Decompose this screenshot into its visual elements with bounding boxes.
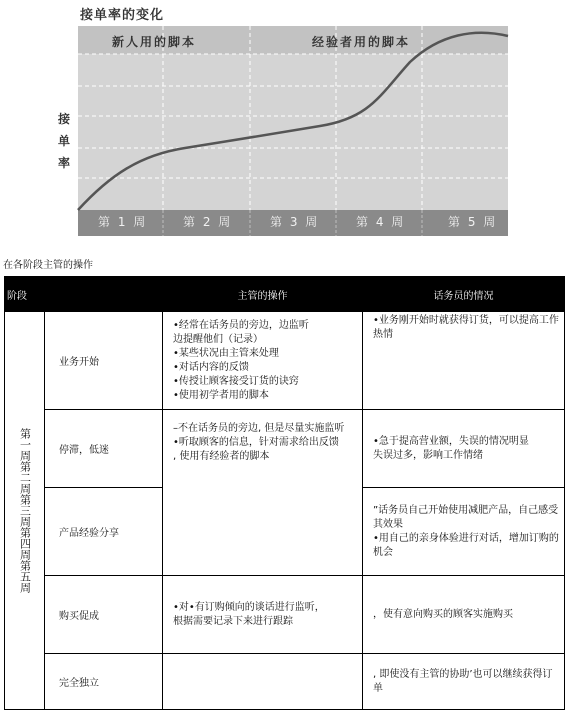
y-label-char-3: 率 <box>58 156 71 170</box>
list-item: ”话务员自己开始使用减肥产品，自己感受其效果 <box>373 504 559 530</box>
agent-situation-list <box>363 668 564 696</box>
agent-situation-list <box>363 504 564 560</box>
figure-title: 接单率的变化 <box>80 8 165 23</box>
agent-situation-cell <box>363 488 565 576</box>
header-stage: 阶段 <box>5 277 163 312</box>
header-manager-ops: 主管的操作 <box>163 277 363 312</box>
acceptance-rate-chart <box>0 0 568 245</box>
list-item: •用自己的亲身体验进行对话，增加订购的机会 <box>373 532 559 558</box>
table-row <box>5 654 565 710</box>
list-item: •急于提高营业额，失误的情况明显 <box>373 435 529 447</box>
stage-name: 停滞，低迷 <box>45 410 163 488</box>
stage-name: 业务开始 <box>45 312 163 410</box>
list-item: •使用初学者用的脚本 <box>173 389 269 401</box>
list-item: 边提醒他们（记录） <box>173 333 263 345</box>
list-item: ，使有意向购买的顾客实施购买 <box>373 608 513 620</box>
week-5-label: 第 5 周 <box>448 215 498 229</box>
agent-situation-cell <box>363 410 565 488</box>
list-item: –不在话务员的旁边, 但是尽量实施监听 <box>173 423 345 434</box>
stage-name: 产品经验分享 <box>45 488 163 576</box>
y-label-char-2: 单 <box>58 134 71 148</box>
manager-ops-cell <box>163 312 363 410</box>
manager-ops-cell <box>163 410 363 576</box>
week-4-label: 第 4 周 <box>356 215 406 229</box>
week-1-label: 第 1 周 <box>98 215 148 229</box>
list-item: 失误过多，影响工作情绪 <box>373 449 483 461</box>
agent-situation-cell <box>363 576 565 654</box>
list-item: •经常在话务员的旁边，边监听 <box>173 319 309 331</box>
agent-situation-cell <box>363 312 565 410</box>
list-item: •传授让顾客接受订货的诀窍 <box>173 375 299 387</box>
manager-ops-cell <box>163 576 363 654</box>
table-caption: 在各阶段主管的操作 <box>3 260 93 271</box>
list-item: •某些状况由主管来处理 <box>173 347 279 359</box>
agent-situation-cell <box>363 654 565 710</box>
list-item: , 使用有经验者的脚本 <box>173 451 270 462</box>
table-header-row <box>5 277 565 312</box>
manager-ops-list <box>163 422 362 464</box>
stage-name: 完全独立 <box>45 654 163 710</box>
list-item: •对话内容的反馈 <box>173 361 249 373</box>
table-row <box>5 410 565 488</box>
novice-script-label: 新人用的脚本 <box>112 35 197 49</box>
acceptance-rate-figure <box>0 0 568 245</box>
week-2-label: 第 2 周 <box>183 215 233 229</box>
period-cell: 第一周第二周第三周第四周第五周 <box>5 312 45 710</box>
table-row <box>5 576 565 654</box>
y-label-char-1: 接 <box>58 112 71 126</box>
list-item: , 即使没有主管的协助’也可以继续获得订单 <box>373 668 553 694</box>
stage-name: 购买促成 <box>45 576 163 654</box>
header-agent-situation: 话务员的情况 <box>363 277 565 312</box>
manager-ops-cell <box>163 654 363 710</box>
manager-ops-list <box>163 601 362 629</box>
list-item: 根据需要记录下来进行跟踪 <box>173 615 293 627</box>
manager-ops-list <box>163 319 362 403</box>
list-item: •听取顾客的信息，针对需求给出反馈 <box>173 437 339 448</box>
table-row <box>5 312 565 410</box>
expert-script-label: 经验者用的脚本 <box>312 35 411 49</box>
list-item: •对•有订购倾向的谈话进行监听， <box>173 601 325 613</box>
stage-operations-table <box>4 276 565 710</box>
agent-situation-list <box>363 608 564 622</box>
agent-situation-list <box>363 314 564 342</box>
list-item: •业务刚开始时就获得订货，可以提高工作热情 <box>373 315 559 340</box>
agent-situation-list <box>363 435 564 463</box>
week-3-label: 第 3 周 <box>270 215 320 229</box>
